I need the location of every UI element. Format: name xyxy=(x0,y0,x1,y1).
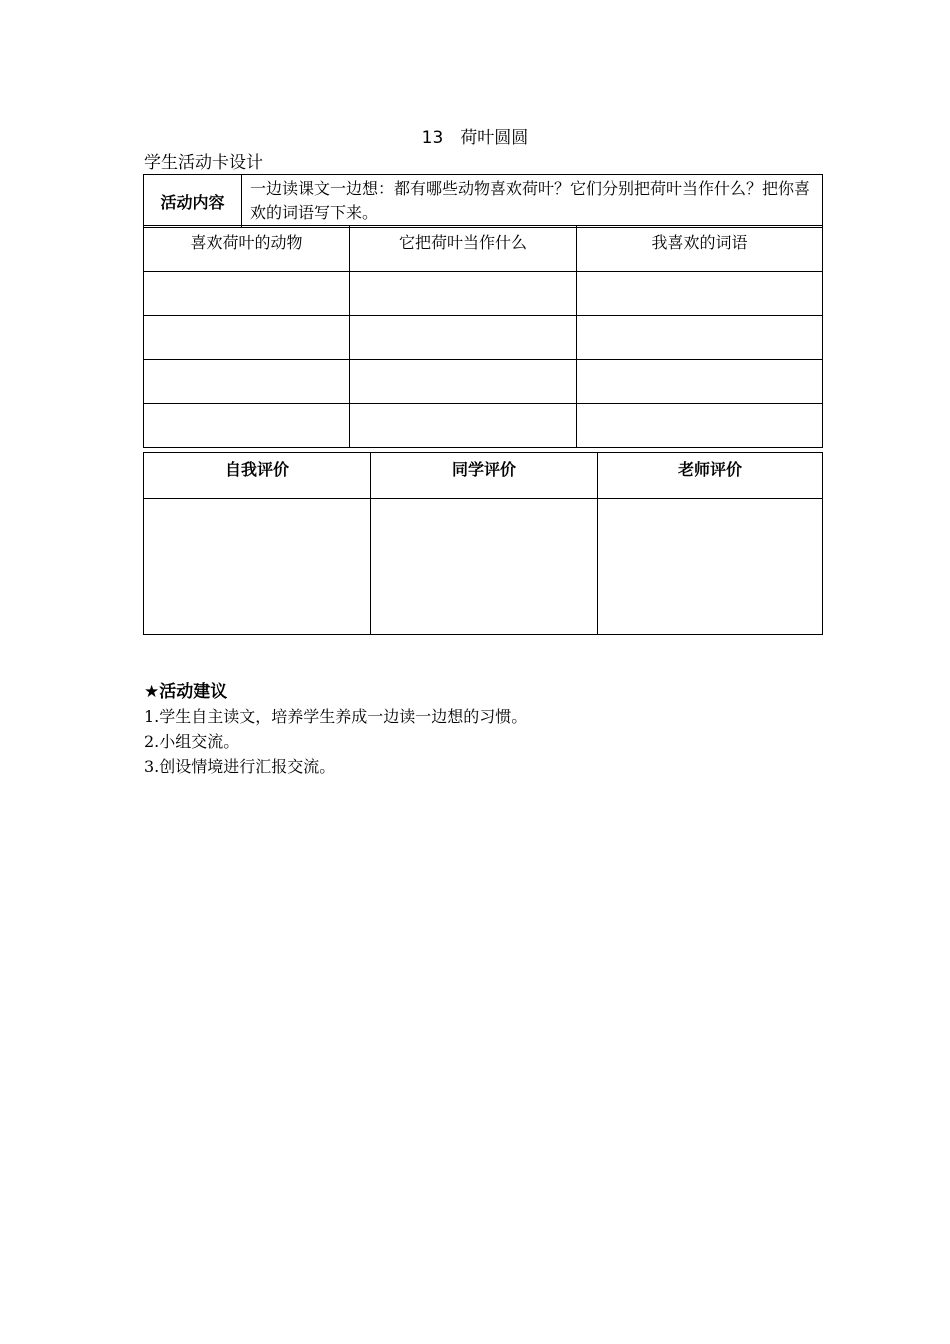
grid-header-row xyxy=(144,226,823,272)
table-row xyxy=(144,272,823,316)
grid-header-animals: 喜欢荷叶的动物 xyxy=(144,226,350,272)
table-row xyxy=(144,316,823,360)
answer-cell[interactable] xyxy=(144,404,350,448)
evaluation-body-row xyxy=(144,499,823,635)
answer-cell[interactable] xyxy=(350,272,577,316)
grid-header-words: 我喜欢的词语 xyxy=(577,226,823,272)
evaluation-header-row xyxy=(144,453,823,499)
suggestions-title: ★活动建议 xyxy=(144,682,228,702)
suggestion-item: 2.小组交流。 xyxy=(144,732,240,751)
peer-evaluation-box[interactable] xyxy=(371,499,598,635)
evaluation-table xyxy=(143,452,823,635)
answer-cell[interactable] xyxy=(350,404,577,448)
answer-cell[interactable] xyxy=(577,404,823,448)
peer-evaluation-header: 同学评价 xyxy=(371,453,598,499)
activity-suggestions xyxy=(144,680,527,779)
suggestion-item: 1.学生自主读文，培养学生养成一边读一边想的习惯。 xyxy=(144,707,528,726)
self-evaluation-box[interactable] xyxy=(144,499,371,635)
answer-cell[interactable] xyxy=(577,360,823,404)
self-evaluation-header: 自我评价 xyxy=(144,453,371,499)
answer-cell[interactable] xyxy=(577,272,823,316)
grid-header-use: 它把荷叶当作什么 xyxy=(350,226,577,272)
activity-table xyxy=(143,174,823,228)
answer-cell[interactable] xyxy=(350,360,577,404)
lesson-title: 13 荷叶圆圆 xyxy=(421,128,529,148)
answer-cell[interactable] xyxy=(577,316,823,360)
table-row xyxy=(144,360,823,404)
suggestion-item: 3.创设情境进行汇报交流。 xyxy=(144,757,336,776)
answer-cell[interactable] xyxy=(144,360,350,404)
teacher-evaluation-header: 老师评价 xyxy=(598,453,823,499)
activity-content: 一边读课文一边想：都有哪些动物喜欢荷叶？它们分别把荷叶当作什么？把你喜欢的词语写下来。 xyxy=(242,175,823,228)
answer-cell[interactable] xyxy=(144,272,350,316)
answer-cell[interactable] xyxy=(144,316,350,360)
card-title: 学生活动卡设计 xyxy=(144,153,263,173)
teacher-evaluation-box[interactable] xyxy=(598,499,823,635)
answer-cell[interactable] xyxy=(350,316,577,360)
table-row xyxy=(144,404,823,448)
answer-grid xyxy=(143,225,823,448)
activity-label: 活动内容 xyxy=(144,175,242,228)
